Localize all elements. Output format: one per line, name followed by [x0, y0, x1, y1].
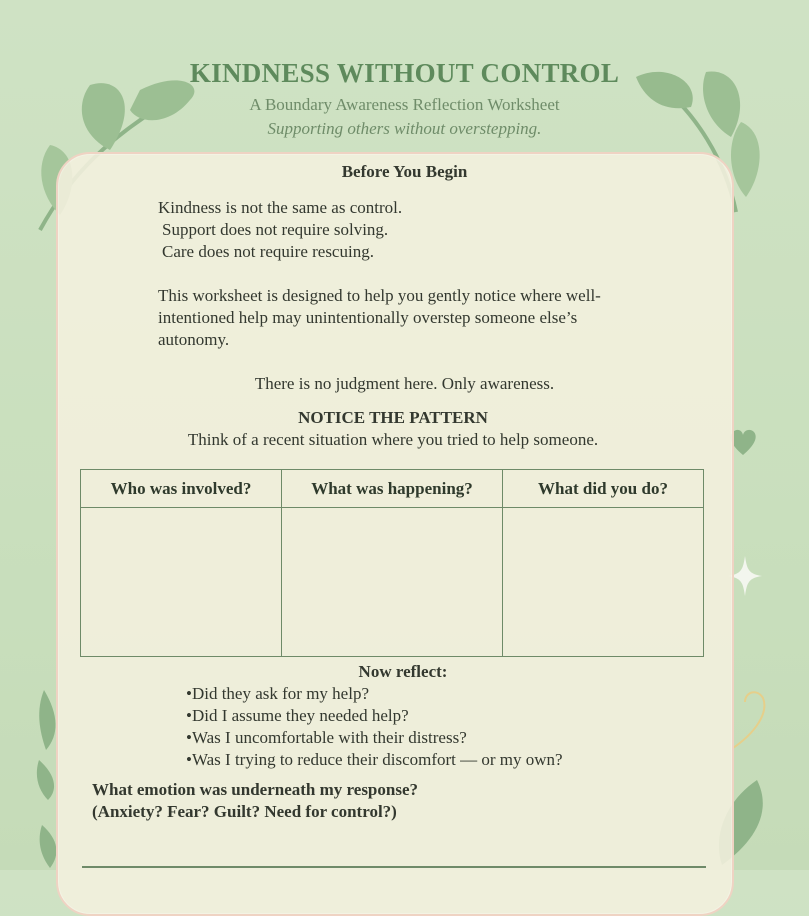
emotion-question: What emotion was underneath my response?: [92, 780, 419, 799]
divider: [82, 866, 706, 868]
before-you-begin-heading: Before You Begin: [341, 162, 468, 181]
situation-table: [80, 469, 704, 657]
worksheet-subtitle: A Boundary Awareness Reflection Worksheet: [249, 95, 560, 114]
no-judgment-note: There is no judgment here. Only awareness.: [254, 374, 555, 393]
who-cell[interactable]: [81, 508, 282, 657]
notice-pattern-prompt: Think of a recent situation where you tried to help someone.: [187, 430, 599, 449]
intro-paragraph-line: intentioned help may unintentionally overstep someone else’s: [158, 308, 578, 327]
list-item: • Did they ask for my help?: [186, 683, 563, 705]
intro-line: Kindness is not the same as control.: [158, 198, 403, 217]
column-header-who: Who was involved?: [81, 470, 282, 508]
intro-line: Care does not require rescuing.: [162, 242, 374, 261]
column-header-what-did-you-do: What did you do?: [503, 470, 704, 508]
notice-pattern-heading: NOTICE THE PATTERN: [298, 408, 488, 427]
worksheet-tagline: Supporting others without overstepping.: [267, 119, 542, 138]
what-did-you-do-cell[interactable]: [503, 508, 704, 657]
intro-line: Support does not require solving.: [162, 220, 389, 239]
worksheet-header: [0, 58, 809, 139]
list-item: • Was I uncomfortable with their distress?: [186, 727, 563, 749]
list-item: • Did I assume they needed help?: [186, 705, 563, 727]
now-reflect-heading: Now reflect:: [358, 662, 448, 681]
emotion-examples: (Anxiety? Fear? Guilt? Need for control?): [92, 802, 397, 821]
column-header-what-happening: What was happening?: [282, 470, 503, 508]
table-row: [81, 508, 704, 657]
reflect-list: [186, 683, 563, 771]
what-happening-cell[interactable]: [282, 508, 503, 657]
intro-paragraph-line: autonomy.: [158, 330, 230, 349]
list-item: • Was I trying to reduce their discomfort — or my own?: [186, 749, 563, 771]
intro-paragraph-line: This worksheet is designed to help you gently notice where well-: [158, 286, 601, 305]
worksheet-title: KINDNESS WITHOUT CONTROL: [189, 58, 620, 88]
